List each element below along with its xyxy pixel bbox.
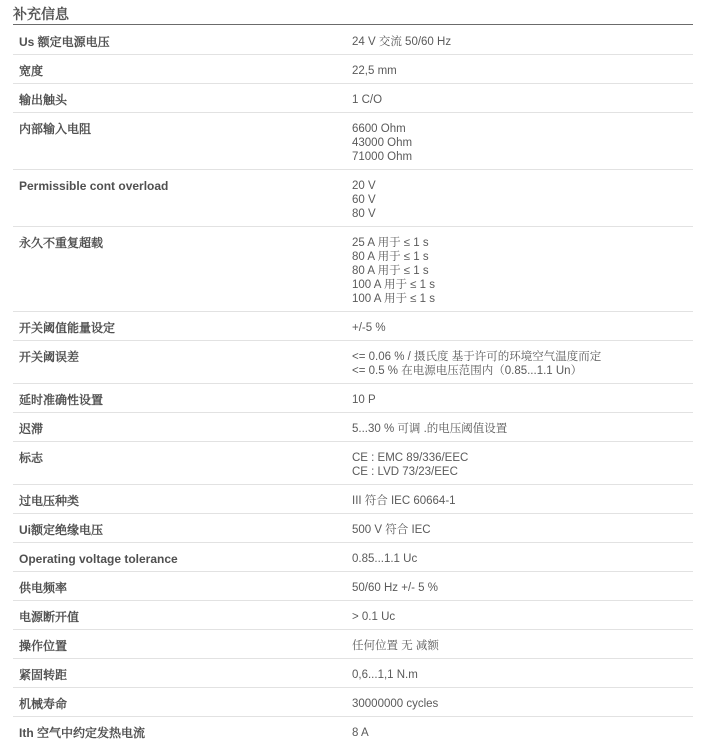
spec-value-line: > 0.1 Uc bbox=[352, 611, 396, 623]
spec-label: 开关阈误差 bbox=[19, 350, 80, 364]
spec-row-width bbox=[13, 55, 693, 84]
spec-value bbox=[352, 688, 693, 716]
spec-value bbox=[352, 543, 693, 571]
spec-label: 延时准确性设置 bbox=[19, 393, 104, 407]
spec-value-line: CE : EMC 89/336/EEC bbox=[352, 452, 469, 464]
spec-label: 迟滞 bbox=[19, 422, 44, 436]
spec-label: 永久不重复超载 bbox=[19, 236, 104, 250]
spec-row-input-resistance bbox=[13, 113, 693, 170]
spec-value bbox=[352, 312, 693, 340]
spec-label: 操作位置 bbox=[19, 639, 68, 653]
spec-row-threshold-error bbox=[13, 341, 693, 384]
spec-value-line: 50/60 Hz +/- 5 % bbox=[352, 582, 438, 594]
spec-value-line: 0,6...1,1 N.m bbox=[352, 669, 418, 681]
spec-value-line: 6600 Ohm bbox=[352, 123, 406, 135]
spec-value-line: 80 A 用于 ≤ 1 s bbox=[352, 265, 429, 277]
spec-value bbox=[352, 170, 693, 226]
spec-value-line: 8 A bbox=[352, 727, 369, 739]
spec-row-insulation-voltage bbox=[13, 514, 693, 543]
spec-value bbox=[352, 341, 693, 383]
spec-value-line: 5...30 % 可调 .的电压阈值设置 bbox=[352, 423, 508, 435]
spec-value-line: 60 V bbox=[352, 194, 376, 206]
spec-value-line: <= 0.5 % 在电源电压范围内（0.85...1.1 Un） bbox=[352, 365, 583, 377]
spec-value bbox=[352, 413, 693, 441]
spec-value-line: 500 V 符合 IEC bbox=[352, 524, 431, 536]
spec-value-line: 71000 Ohm bbox=[352, 151, 413, 163]
spec-label: 宽度 bbox=[19, 64, 44, 78]
spec-value-line: 1 C/O bbox=[352, 94, 383, 106]
spec-value-line: 100 A 用于 ≤ 1 s bbox=[352, 293, 436, 305]
spec-row-supply-frequency bbox=[13, 572, 693, 601]
spec-label: 过电压种类 bbox=[19, 494, 80, 508]
spec-row-mounting-position bbox=[13, 630, 693, 659]
spec-value-line: III 符合 IEC 60664-1 bbox=[352, 495, 456, 507]
spec-row-drop-out-value bbox=[13, 601, 693, 630]
spec-value-line: 20 V bbox=[352, 180, 376, 192]
spec-value bbox=[352, 26, 693, 54]
spec-row-overvoltage-category bbox=[13, 485, 693, 514]
spec-table bbox=[13, 26, 693, 742]
spec-label: 电源断开值 bbox=[19, 610, 80, 624]
spec-row-marking bbox=[13, 442, 693, 485]
spec-value bbox=[352, 572, 693, 600]
spec-row-delay-accuracy bbox=[13, 384, 693, 413]
spec-value bbox=[352, 601, 693, 629]
spec-value bbox=[352, 227, 693, 311]
spec-label: 标志 bbox=[19, 451, 44, 465]
section-title: 补充信息 bbox=[13, 5, 693, 25]
spec-label: Operating voltage tolerance bbox=[19, 552, 178, 566]
spec-value bbox=[352, 659, 693, 687]
spec-value-line: 24 V 交流 50/60 Hz bbox=[352, 36, 452, 48]
spec-row-threshold-setting bbox=[13, 312, 693, 341]
spec-value-line: 80 A 用于 ≤ 1 s bbox=[352, 251, 429, 263]
spec-row-operating-voltage-tolerance bbox=[13, 543, 693, 572]
spec-label: 紧固转距 bbox=[19, 668, 68, 682]
spec-row-tightening-torque bbox=[13, 659, 693, 688]
spec-value bbox=[352, 113, 693, 169]
spec-row-hysteresis bbox=[13, 413, 693, 442]
spec-value bbox=[352, 717, 693, 742]
spec-label: 机械寿命 bbox=[19, 697, 68, 711]
spec-value-line: 25 A 用于 ≤ 1 s bbox=[352, 237, 429, 249]
spec-label: Ui额定绝缘电压 bbox=[19, 523, 104, 537]
spec-value-line: 10 P bbox=[352, 394, 376, 406]
spec-value-line: 22,5 mm bbox=[352, 65, 397, 77]
spec-value-line: CE : LVD 73/23/EEC bbox=[352, 466, 458, 478]
spec-label: 供电频率 bbox=[19, 581, 68, 595]
spec-label: Permissible cont overload bbox=[19, 179, 169, 193]
spec-value-line: 80 V bbox=[352, 208, 376, 220]
spec-value bbox=[352, 485, 693, 513]
spec-value bbox=[352, 384, 693, 412]
spec-value bbox=[352, 84, 693, 112]
spec-value bbox=[352, 442, 693, 484]
spec-row-rated-supply-voltage bbox=[13, 26, 693, 55]
spec-row-output-contacts bbox=[13, 84, 693, 113]
spec-label: Ith 空气中约定发热电流 bbox=[19, 726, 145, 740]
spec-label: 输出触头 bbox=[19, 93, 68, 107]
spec-value bbox=[352, 630, 693, 658]
spec-row-thermal-current bbox=[13, 717, 693, 742]
spec-value-line: 43000 Ohm bbox=[352, 137, 413, 149]
spec-value bbox=[352, 514, 693, 542]
spec-row-permissible-overload bbox=[13, 170, 693, 227]
spec-row-non-repetitive-overload bbox=[13, 227, 693, 312]
spec-value-line: <= 0.06 % / 摄氏度 基于许可的环境空气温度而定 bbox=[352, 351, 602, 363]
spec-value-line: 任何位置 无 减额 bbox=[352, 640, 439, 652]
spec-value-line: +/-5 % bbox=[352, 322, 386, 334]
spec-value bbox=[352, 55, 693, 83]
spec-value-line: 0.85...1.1 Uc bbox=[352, 553, 418, 565]
spec-value-line: 30000000 cycles bbox=[352, 698, 439, 710]
spec-label: Us 额定电源电压 bbox=[19, 35, 110, 49]
spec-label: 内部输入电阻 bbox=[19, 122, 92, 136]
spec-label: 开关阈值能量设定 bbox=[19, 321, 116, 335]
spec-value-line: 100 A 用于 ≤ 1 s bbox=[352, 279, 436, 291]
spec-row-mechanical-durability bbox=[13, 688, 693, 717]
